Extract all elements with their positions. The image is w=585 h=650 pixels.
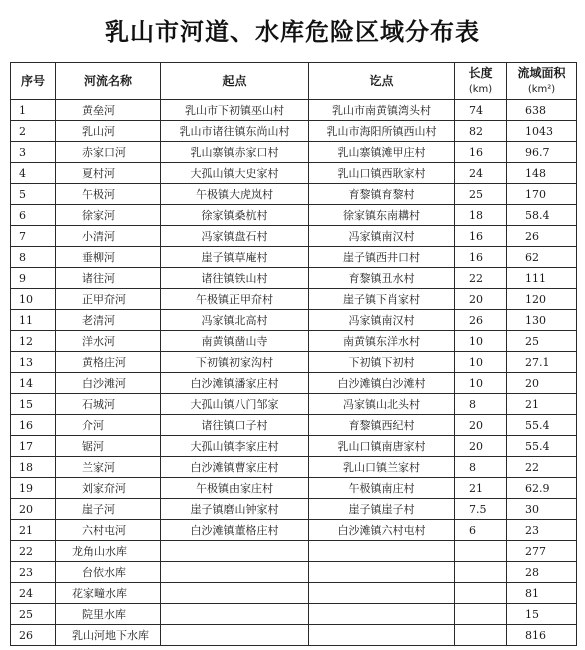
cell-start-point: 白沙滩镇董格庄村 (161, 520, 309, 541)
cell-no: 5 (11, 184, 56, 205)
cell-end-point: 白沙滩镇白沙滩村 (309, 373, 455, 394)
cell-no: 23 (11, 562, 56, 583)
cell-basin-area: 277 (507, 541, 577, 562)
cell-start-point (161, 625, 309, 646)
cell-river-name: 兰家河 (56, 457, 161, 478)
cell-end-point: 乳山口镇西耿家村 (309, 163, 455, 184)
page-title: 乳山市河道、水库危险区域分布表 (105, 18, 480, 46)
cell-start-point: 崖子镇草庵村 (161, 247, 309, 268)
cell-no: 22 (11, 541, 56, 562)
cell-start-point: 午极镇大虎岚村 (161, 184, 309, 205)
cell-river-name: 龙角山水库 (56, 541, 161, 562)
table-row (11, 226, 577, 247)
cell-basin-area: 25 (507, 331, 577, 352)
cell-length: 8 (455, 394, 507, 415)
cell-basin-area: 15 (507, 604, 577, 625)
cell-length: 10 (455, 352, 507, 373)
cell-end-point: 乳山寨镇滩甲庄村 (309, 142, 455, 163)
table-row (11, 205, 577, 226)
cell-no: 1 (11, 100, 56, 121)
cell-start-point: 徐家镇桑杭村 (161, 205, 309, 226)
cell-no: 14 (11, 373, 56, 394)
cell-end-point (309, 562, 455, 583)
cell-end-point: 育黎镇育黎村 (309, 184, 455, 205)
cell-basin-area: 148 (507, 163, 577, 184)
cell-basin-area: 1043 (507, 121, 577, 142)
cell-length: 16 (455, 247, 507, 268)
header-length-label: 长度 (468, 65, 493, 80)
cell-length (455, 604, 507, 625)
cell-no: 25 (11, 604, 56, 625)
header-start-point: 起点 (161, 63, 309, 100)
cell-basin-area: 22 (507, 457, 577, 478)
cell-no: 2 (11, 121, 56, 142)
cell-end-point: 冯家镇南汉村 (309, 310, 455, 331)
cell-start-point: 冯家镇北高村 (161, 310, 309, 331)
cell-start-point: 白沙滩镇曹家庄村 (161, 457, 309, 478)
cell-river-name: 徐家河 (56, 205, 161, 226)
header-end-point: 讫点 (309, 63, 455, 100)
cell-start-point: 大孤山镇大史家村 (161, 163, 309, 184)
cell-end-point: 南黄镇东洋水村 (309, 331, 455, 352)
cell-length: 16 (455, 226, 507, 247)
cell-length: 22 (455, 268, 507, 289)
table-row (11, 100, 577, 121)
cell-length: 7.5 (455, 499, 507, 520)
cell-river-name: 小清河 (56, 226, 161, 247)
cell-no: 6 (11, 205, 56, 226)
cell-start-point: 午极镇由家庄村 (161, 478, 309, 499)
cell-start-point: 乳山市诸往镇东尚山村 (161, 121, 309, 142)
cell-length: 10 (455, 331, 507, 352)
cell-end-point: 冯家镇南汉村 (309, 226, 455, 247)
cell-no: 15 (11, 394, 56, 415)
header-area-label: 流域面积 (517, 65, 566, 80)
cell-river-name: 花家疃水库 (56, 583, 161, 604)
cell-basin-area: 21 (507, 394, 577, 415)
cell-start-point: 南黄镇凿山寺 (161, 331, 309, 352)
cell-start-point: 午极镇正甲夼村 (161, 289, 309, 310)
cell-river-name: 赤家口河 (56, 142, 161, 163)
table-row (11, 562, 577, 583)
cell-basin-area: 62 (507, 247, 577, 268)
cell-no: 3 (11, 142, 56, 163)
cell-start-point: 冯家镇盘石村 (161, 226, 309, 247)
table-row (11, 415, 577, 436)
cell-basin-area: 170 (507, 184, 577, 205)
cell-start-point (161, 583, 309, 604)
cell-river-name: 白沙滩河 (56, 373, 161, 394)
table-row (11, 310, 577, 331)
cell-length: 6 (455, 520, 507, 541)
cell-basin-area: 638 (507, 100, 577, 121)
cell-start-point: 诸往镇铁山村 (161, 268, 309, 289)
cell-start-point: 下初镇初家沟村 (161, 352, 309, 373)
table-row (11, 541, 577, 562)
cell-basin-area: 120 (507, 289, 577, 310)
cell-no: 9 (11, 268, 56, 289)
cell-basin-area: 81 (507, 583, 577, 604)
cell-end-point: 午极镇南庄村 (309, 478, 455, 499)
cell-no: 16 (11, 415, 56, 436)
cell-basin-area: 111 (507, 268, 577, 289)
cell-end-point (309, 583, 455, 604)
cell-length: 8 (455, 457, 507, 478)
cell-basin-area: 23 (507, 520, 577, 541)
cell-river-name: 诸往河 (56, 268, 161, 289)
table-row (11, 457, 577, 478)
table-row (11, 520, 577, 541)
cell-river-name: 正甲夼河 (56, 289, 161, 310)
cell-end-point: 乳山口镇南唐家村 (309, 436, 455, 457)
cell-length: 10 (455, 373, 507, 394)
cell-river-name: 乳山河地下水库 (56, 625, 161, 646)
cell-river-name: 六村屯河 (56, 520, 161, 541)
cell-river-name: 介河 (56, 415, 161, 436)
header-length (455, 63, 507, 100)
cell-no: 13 (11, 352, 56, 373)
cell-basin-area: 20 (507, 373, 577, 394)
cell-river-name: 石城河 (56, 394, 161, 415)
cell-length: 24 (455, 163, 507, 184)
cell-river-name: 院里水库 (56, 604, 161, 625)
cell-end-point: 崖子镇下肖家村 (309, 289, 455, 310)
cell-no: 21 (11, 520, 56, 541)
cell-end-point: 乳山口镇兰家村 (309, 457, 455, 478)
table-row (11, 625, 577, 646)
cell-river-name: 刘家夼河 (56, 478, 161, 499)
cell-river-name: 锯河 (56, 436, 161, 457)
cell-no: 19 (11, 478, 56, 499)
header-river-name: 河流名称 (56, 63, 161, 100)
cell-length: 74 (455, 100, 507, 121)
cell-start-point (161, 541, 309, 562)
cell-end-point: 育黎镇西纪村 (309, 415, 455, 436)
table-row (11, 289, 577, 310)
cell-end-point: 乳山市南黄镇湾头村 (309, 100, 455, 121)
cell-river-name: 乳山河 (56, 121, 161, 142)
cell-length (455, 625, 507, 646)
table-row (11, 499, 577, 520)
cell-start-point: 乳山寨镇赤家口村 (161, 142, 309, 163)
cell-end-point (309, 604, 455, 625)
header-area-unit: (km²) (527, 83, 556, 95)
table-row (11, 478, 577, 499)
cell-start-point: 乳山市下初镇巫山村 (161, 100, 309, 121)
table-row (11, 184, 577, 205)
cell-end-point (309, 541, 455, 562)
cell-basin-area: 55.4 (507, 415, 577, 436)
cell-start-point: 大孤山镇李家庄村 (161, 436, 309, 457)
cell-no: 11 (11, 310, 56, 331)
table-row (11, 163, 577, 184)
cell-river-name: 台依水库 (56, 562, 161, 583)
table-row (11, 331, 577, 352)
danger-zone-table (10, 62, 577, 646)
cell-length (455, 583, 507, 604)
table-row (11, 604, 577, 625)
cell-start-point (161, 562, 309, 583)
cell-basin-area: 816 (507, 625, 577, 646)
cell-river-name: 洋水河 (56, 331, 161, 352)
table-row (11, 352, 577, 373)
cell-length: 20 (455, 289, 507, 310)
cell-basin-area: 27.1 (507, 352, 577, 373)
table-row (11, 121, 577, 142)
cell-end-point: 冯家镇山北头村 (309, 394, 455, 415)
cell-end-point: 崖子镇崖子村 (309, 499, 455, 520)
cell-no: 17 (11, 436, 56, 457)
header-no: 序号 (11, 63, 56, 100)
cell-basin-area: 26 (507, 226, 577, 247)
table-row (11, 142, 577, 163)
cell-start-point: 大孤山镇八门邹家 (161, 394, 309, 415)
table-row (11, 436, 577, 457)
cell-basin-area: 130 (507, 310, 577, 331)
cell-river-name: 黄垒河 (56, 100, 161, 121)
cell-no: 4 (11, 163, 56, 184)
cell-end-point (309, 625, 455, 646)
cell-no: 10 (11, 289, 56, 310)
cell-length: 26 (455, 310, 507, 331)
cell-river-name: 垂柳河 (56, 247, 161, 268)
cell-start-point: 白沙滩镇潘家庄村 (161, 373, 309, 394)
cell-length (455, 562, 507, 583)
cell-basin-area: 55.4 (507, 436, 577, 457)
cell-river-name: 崖子河 (56, 499, 161, 520)
table-row (11, 268, 577, 289)
cell-length (455, 541, 507, 562)
table-row (11, 394, 577, 415)
cell-start-point: 崖子镇磨山钟家村 (161, 499, 309, 520)
header-length-unit: (km) (468, 83, 493, 95)
table-row (11, 247, 577, 268)
cell-start-point: 诸往镇口子村 (161, 415, 309, 436)
cell-no: 26 (11, 625, 56, 646)
table-body (11, 100, 577, 646)
cell-length: 82 (455, 121, 507, 142)
cell-basin-area: 28 (507, 562, 577, 583)
cell-river-name: 黄格庄河 (56, 352, 161, 373)
cell-end-point: 下初镇下初村 (309, 352, 455, 373)
cell-basin-area: 62.9 (507, 478, 577, 499)
cell-river-name: 老清河 (56, 310, 161, 331)
cell-river-name: 午极河 (56, 184, 161, 205)
cell-length: 18 (455, 205, 507, 226)
cell-no: 18 (11, 457, 56, 478)
cell-basin-area: 96.7 (507, 142, 577, 163)
cell-no: 24 (11, 583, 56, 604)
cell-no: 7 (11, 226, 56, 247)
cell-end-point: 乳山市海阳所镇西山村 (309, 121, 455, 142)
table-header-row (11, 63, 577, 100)
cell-end-point: 崖子镇西井口村 (309, 247, 455, 268)
cell-end-point: 育黎镇丑水村 (309, 268, 455, 289)
cell-length: 21 (455, 478, 507, 499)
cell-start-point (161, 604, 309, 625)
cell-end-point: 白沙滩镇六村屯村 (309, 520, 455, 541)
cell-basin-area: 30 (507, 499, 577, 520)
cell-length: 25 (455, 184, 507, 205)
cell-length: 20 (455, 415, 507, 436)
cell-length: 20 (455, 436, 507, 457)
table-row (11, 583, 577, 604)
header-basin-area (507, 63, 577, 100)
cell-end-point: 徐家镇东南耩村 (309, 205, 455, 226)
cell-basin-area: 58.4 (507, 205, 577, 226)
cell-no: 20 (11, 499, 56, 520)
cell-no: 12 (11, 331, 56, 352)
cell-river-name: 夏村河 (56, 163, 161, 184)
table-row (11, 373, 577, 394)
cell-no: 8 (11, 247, 56, 268)
cell-length: 16 (455, 142, 507, 163)
